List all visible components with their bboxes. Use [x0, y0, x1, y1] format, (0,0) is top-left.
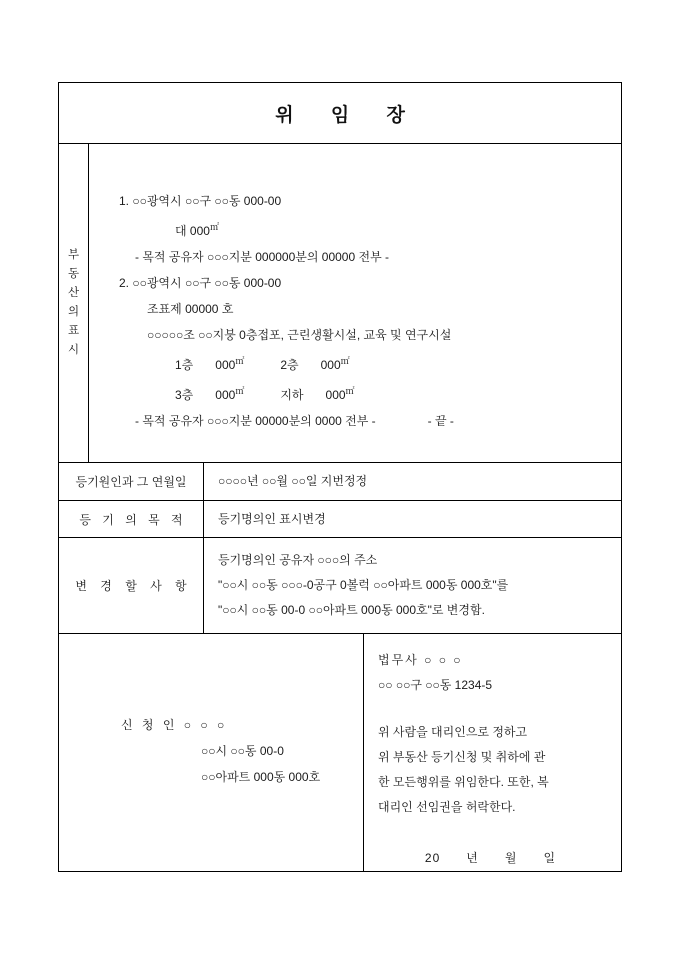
agent-address: ○○ ○○구 ○○동 1234-5: [378, 678, 493, 692]
property-line-4: 2. ○○광역시 ○○구 ○○동 000-00: [119, 276, 282, 290]
date-year-unit: 년: [466, 851, 479, 865]
property-line-9-text: - 목적 공유자 ○○○지분 00000분의 0000 전부 -: [135, 414, 376, 428]
change-items-value: [204, 538, 621, 633]
registration-cause-row: [59, 463, 621, 501]
property-label-char-4: 의: [67, 306, 80, 318]
floor-2-unit: ㎡: [340, 356, 350, 366]
agent-delegation-line-4: 대리인 선임권을 허락한다.: [378, 800, 516, 814]
property-label-char-1: 부: [67, 249, 80, 261]
property-description-row: [59, 144, 621, 463]
change-items-line-1: 등기명의인 공유자 ○○○의 주소: [218, 553, 378, 567]
property-line-7: [113, 348, 621, 378]
floor-2-area: 000: [320, 358, 341, 372]
floor-1-area: 000: [215, 358, 236, 372]
change-items-row: [59, 538, 621, 634]
property-end-marker: - 끝 -: [427, 414, 454, 428]
date-day-unit: 일: [543, 851, 557, 865]
agent-delegation-line-3: 한 모든행위를 위임한다. 또한, 복: [378, 775, 549, 789]
property-description-label: [59, 144, 89, 462]
date-month-unit: 월: [504, 851, 518, 865]
agent-block: [364, 634, 621, 871]
registration-purpose-label-text: 등 기 의 목 적: [79, 512, 187, 527]
title-row: [59, 83, 621, 144]
property-line-2-text: 대 000: [175, 224, 210, 238]
property-label-char-5: 표: [67, 325, 80, 337]
date-year-value: 20: [424, 851, 441, 865]
property-line-5: 조표제 00000 호: [147, 302, 234, 316]
change-items-line-2: "○○시 ○○동 ○○○-0공구 0볼럭 ○○아파트 000동 000호"를: [218, 578, 509, 592]
floor-1-label: 1층: [175, 358, 194, 372]
registration-purpose-value: 등기명의인 표시변경: [218, 511, 326, 526]
property-line-8: [113, 378, 621, 408]
property-line-2-unit: ㎡: [209, 222, 219, 232]
applicant-block: [59, 634, 364, 871]
applicant-address-line-1: ○○시 ○○동 00-0: [201, 744, 284, 758]
registration-purpose-label: [59, 501, 204, 537]
change-items-label: [59, 538, 204, 633]
floor-3-unit: ㎡: [235, 386, 245, 396]
registration-purpose-row: [59, 501, 621, 538]
property-label-char-2: 동: [67, 268, 80, 280]
property-description-body: [89, 144, 621, 462]
property-line-2: [113, 214, 621, 244]
property-line-6: ○○○○○조 ○○지붕 0층접포, 근린생활시설, 교육 및 연구시설: [147, 328, 452, 342]
agent-date-line: [378, 846, 603, 871]
agent-delegation-line-2: 위 부동산 등기신청 및 취하에 관: [378, 750, 546, 764]
floor-1-unit: ㎡: [235, 356, 245, 366]
floor-b1-unit: ㎡: [345, 386, 355, 396]
floor-3-label: 3층: [175, 388, 194, 402]
registration-cause-label: 등기원인과 그 연월일: [59, 463, 204, 500]
floor-2-label: 2층: [280, 358, 299, 372]
agent-delegation-line-1: 위 사람을 대리인으로 정하고: [378, 725, 528, 739]
applicant-address-line-2: ○○아파트 000동 000호: [201, 770, 321, 784]
property-line-3: - 목적 공유자 ○○○지분 000000분의 00000 전부 -: [135, 250, 389, 264]
applicant-agent-row: [59, 634, 621, 871]
property-label-char-3: 산: [67, 287, 80, 299]
property-line-1: 1. ○○광역시 ○○구 ○○동 000-00: [119, 194, 282, 208]
document-page: [58, 82, 622, 872]
property-label-char-6: 시: [67, 344, 80, 356]
change-items-line-3: "○○시 ○○동 00-0 ○○아파트 000동 000호"로 변경함.: [218, 603, 485, 617]
floor-b1-area: 000: [325, 388, 346, 402]
page-title: 위 임 장: [275, 104, 421, 126]
registration-cause-value: ○○○○년 ○○월 ○○일 지번정정: [218, 474, 368, 488]
floor-3-area: 000: [215, 388, 236, 402]
applicant-name: 신 청 인 ○ ○ ○: [121, 718, 228, 732]
floor-b1-label: 지하: [280, 388, 304, 402]
change-items-label-text: 변 경 할 사 항: [75, 579, 192, 593]
agent-delegation-text: [378, 720, 603, 820]
property-line-9: [113, 408, 621, 434]
agent-name: 법무사 ○ ○ ○: [378, 653, 463, 667]
